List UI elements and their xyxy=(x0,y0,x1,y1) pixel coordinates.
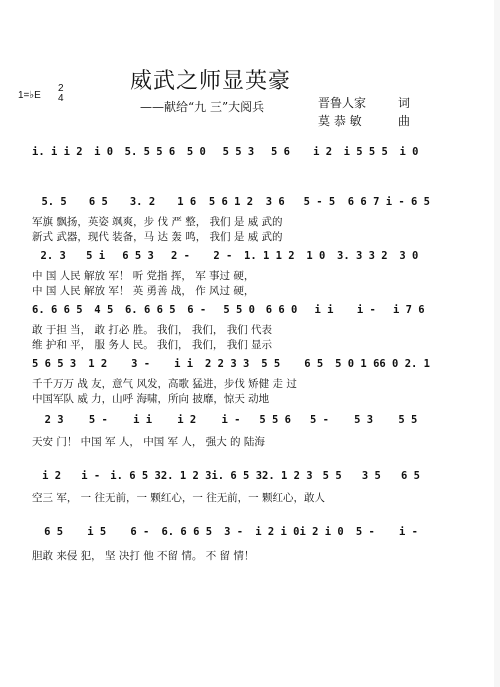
measure: i i xyxy=(314,304,334,316)
measure: 6 6 7 xyxy=(347,196,380,208)
measure: 5 3 xyxy=(354,414,374,426)
measure: i 2 i 0 xyxy=(255,526,300,538)
measure: 6. 6 6 5 xyxy=(32,304,83,316)
lyric-line: 军旗 飘扬，英姿 飒爽，步 伐 严 整， 我们 是 威 武的 xyxy=(32,216,283,228)
lyric-line: 维 护和 平， 服 务人 民。 我们， 我们， 我们 显示 xyxy=(32,339,273,351)
measure: 3 0 xyxy=(399,250,419,262)
measure: 2. 3 xyxy=(40,250,66,262)
measure: 1 6 xyxy=(177,196,197,208)
lyric-line: 中国军队 威 力，山呼 海啸，所向 披靡，惊天 动地 xyxy=(32,393,270,405)
measure: 3 6 xyxy=(265,196,285,208)
measure: 6 5 xyxy=(304,358,324,370)
measure: 5 6 1 2 xyxy=(208,196,254,208)
notation-line-5 xyxy=(32,358,430,370)
measure: i - xyxy=(398,526,418,538)
lyric-line: 空三 军， 一 往无前，一 颗红心，一 往无前，一 颗红心，敢人 xyxy=(32,492,326,504)
measure: i 5 5 5 xyxy=(343,146,388,158)
measure: 2. 1 2 3 xyxy=(262,470,313,482)
measure: 5 0 1 6 xyxy=(335,358,380,370)
notation-line-1 xyxy=(32,146,430,158)
measure: 3. 3 3 2 xyxy=(337,250,388,262)
measure: 6 0 2. 1 xyxy=(379,358,430,370)
time-signature-top: 2 xyxy=(58,83,64,94)
measure: 5 - xyxy=(88,414,108,426)
notation-line-8 xyxy=(32,526,430,538)
measure: 5 i xyxy=(86,250,106,262)
measure: 3 - xyxy=(224,526,244,538)
measure: 6. 6 6 5 xyxy=(124,304,176,316)
time-signature xyxy=(58,84,64,104)
page-edge xyxy=(494,0,500,687)
notation-line-2 xyxy=(32,196,430,208)
measure: 3. 2 xyxy=(129,196,156,208)
measure: 5 5 xyxy=(398,414,418,426)
lyricist-name: 晋鲁人家 xyxy=(318,96,367,110)
measure: i 2 xyxy=(42,470,62,482)
measure: 5 - xyxy=(309,414,329,426)
measure: 6. 6 6 5 xyxy=(161,526,213,538)
measure: i - 6 5 xyxy=(385,196,430,208)
measure: i 2 xyxy=(177,414,197,426)
measure: 2. 1 2 3 xyxy=(160,470,212,482)
measure: 6 5 xyxy=(44,526,64,538)
measure: 5 5 3 xyxy=(222,146,255,158)
measure: i i xyxy=(174,358,194,370)
song-title: 威武之师显英豪 xyxy=(130,69,292,94)
measure: 5 6 5 3 xyxy=(32,358,77,370)
lyricist-role: 词 xyxy=(398,96,411,110)
measure: 5 - xyxy=(355,526,375,538)
measure: 2 3 xyxy=(44,414,64,426)
measure: i. 6 5 3 xyxy=(211,470,263,482)
measure: i 7 6 xyxy=(392,304,425,316)
measure: 5 5 6 xyxy=(259,414,291,426)
notation-line-4 xyxy=(32,304,430,316)
notation-line-3 xyxy=(32,250,430,262)
lyric-line: 中 国 人民 解放 军！ 听 党指 挥， 军 事过 硬， xyxy=(32,270,255,282)
measure: 4 5 xyxy=(94,304,114,316)
measure: 6 - xyxy=(187,304,207,316)
measure: i - xyxy=(81,470,101,482)
composer-name: 莫 恭 敏 xyxy=(318,114,362,128)
measure: 5. 5 xyxy=(41,196,67,208)
measure: 5 6 xyxy=(271,146,290,158)
measure: i i xyxy=(133,414,153,426)
measure: 2 2 3 3 xyxy=(205,358,250,370)
measure: 3 - xyxy=(131,358,151,370)
measure: 5. 5 5 6 xyxy=(124,146,176,158)
measure: i. 6 5 3 xyxy=(110,470,161,482)
notation-line-7 xyxy=(32,470,430,482)
notation-line-6 xyxy=(32,414,430,426)
measure: i. i i 2 xyxy=(32,146,83,158)
measure: i - xyxy=(356,304,376,316)
lyric-line: 敢 于担 当， 敢 打必 胜。 我们， 我们， 我们 代表 xyxy=(32,324,273,336)
measure: 2 - xyxy=(213,250,233,262)
measure: i 2 i 0 xyxy=(299,526,344,538)
measure: 5 5 xyxy=(261,358,281,370)
lyric-line: 中 国 人民 解放 军！ 英 勇善 战， 作 风过 硬， xyxy=(32,285,255,297)
measure: i 2 xyxy=(313,146,333,158)
measure: 5 - 5 xyxy=(303,196,336,208)
measure: 2 - xyxy=(170,250,190,262)
measure: 5 5 xyxy=(322,470,342,482)
key-signature: 1=♭E xyxy=(18,90,41,101)
measure: i 0 xyxy=(94,146,114,158)
measure: 3 5 xyxy=(361,470,381,482)
measure: 6 - xyxy=(130,526,150,538)
composer-role: 曲 xyxy=(398,114,411,128)
measure: 1. 1 1 2 xyxy=(244,250,295,262)
lyric-line: 新式 武器，现代 装备，马 达 轰 鸣， 我们 是 威 武的 xyxy=(32,231,283,243)
measure: 6 6 0 xyxy=(265,304,298,316)
measure: 6 5 xyxy=(88,196,108,208)
measure: 6 5 3 xyxy=(122,250,154,262)
song-subtitle: ——献给“九 三”大阅兵 xyxy=(140,100,265,114)
measure: 1 0 xyxy=(306,250,326,262)
measure: 5 5 0 xyxy=(223,304,255,316)
measure: 6 5 xyxy=(400,470,420,482)
lyric-line: 千千万万 战 友，意气 风发，高歌 猛进，步伐 矫健 走 过 xyxy=(32,378,297,390)
lyric-line: 天安 门！ 中国 军 人， 中国 军 人， 强大 的 陆海 xyxy=(32,436,265,448)
time-signature-bottom: 4 xyxy=(58,93,64,104)
measure: 5 0 xyxy=(186,146,206,158)
measure: i 0 xyxy=(399,146,419,158)
measure: i 5 xyxy=(87,526,107,538)
lyric-line: 胆敢 来侵 犯， 坚 决打 他 不留 情。 不 留 情！ xyxy=(32,550,255,562)
measure: i - xyxy=(221,414,241,426)
measure: 1 2 xyxy=(88,358,108,370)
